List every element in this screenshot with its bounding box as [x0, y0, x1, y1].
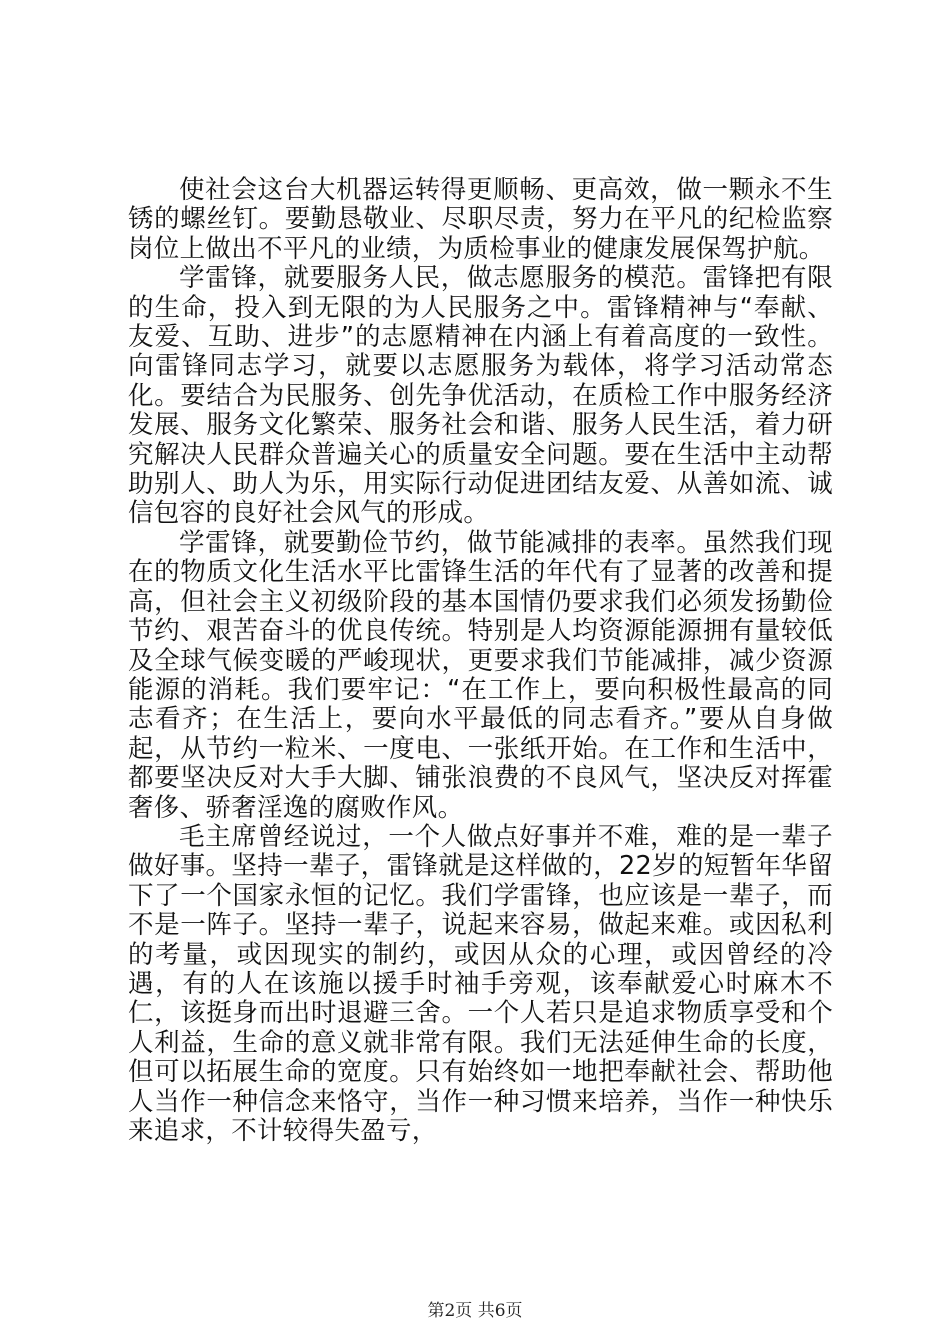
paragraph-frugality: 学雷锋，就要勤俭节约，做节能减排的表率。虽然我们现在的物质文化生活水平比雷锋生活的年代有了显著的改善和提高，但社会主义初级阶段的基本国情仍要求我们必须发扬勤俭节约、艰苦奋斗的优良传统。特别是人均资源能源拥有量较低及全球气候变暖的严峻现状，更要求我们节能减排，减少资源能源的消耗。我们要牢记：“在工作上，要向积极性最高的同志看齐；在生活上，要向水平最低的同志看齐。”要从自身做起，从节约一粒米、一度电、一张纸开始。在工作和生活中，都要坚决反对大手大脚、铺张浪费的不良风气，坚决反对挥霍奢侈、骄奢淫逸的腐败作风。: [128, 527, 833, 823]
paragraph-serve-people: 学雷锋，就要服务人民，做志愿服务的模范。雷锋把有限的生命，投入到无限的为人民服务之中。雷锋精神与“奉献、友爱、互助、进步”的志愿精神在内涵上有着高度的一致性。向雷锋同志学习，就要以志愿服务为载体，将学习活动常态化。要结合为民服务、创先争优活动，在质检工作中服务经济发展、服务文化繁荣、服务社会和谐、服务人民生活，着力研究解决人民群众普遍关心的质量安全问题。要在生活中主动帮助别人、助人为乐，用实际行动促进团结友爱、从善如流、诚信包容的良好社会风气的形成。: [128, 263, 833, 529]
document-body: [128, 176, 833, 1146]
page-number-footer: 第2页 共6页: [427, 1301, 523, 1321]
paragraph-lifetime: 毛主席曾经说过，一个人做点好事并不难，难的是一辈子做好事。坚持一辈子，雷锋就是这样做的，22岁的短暂年华留下了一个国家永恒的记忆。我们学雷锋，也应该是一辈子，而不是一阵子。坚持一辈子，说起来容易，做起来难。或因私利的考量，或因现实的制约，或因从众的心理，或因曾经的冷遇，有的人在该施以援手时袖手旁观，该奉献爱心时麻木不仁，该挺身而出时退避三舍。一个人若只是追求物质享受和个人利益，生命的意义就非常有限。我们无法延伸生命的长度，但可以拓展生命的宽度。只有始终如一地把奉献社会、帮助他人当作一种信念来恪守，当作一种习惯来培养，当作一种快乐来追求，不计较得失盈亏，: [128, 821, 833, 1146]
paragraph-continuation: 使社会这台大机器运转得更顺畅、更高效，做一颗永不生锈的螺丝钉。要勤恳敬业、尽职尽责，努力在平凡的纪检监察岗位上做出不平凡的业绩，为质检事业的健康发展保驾护航。: [128, 175, 833, 264]
